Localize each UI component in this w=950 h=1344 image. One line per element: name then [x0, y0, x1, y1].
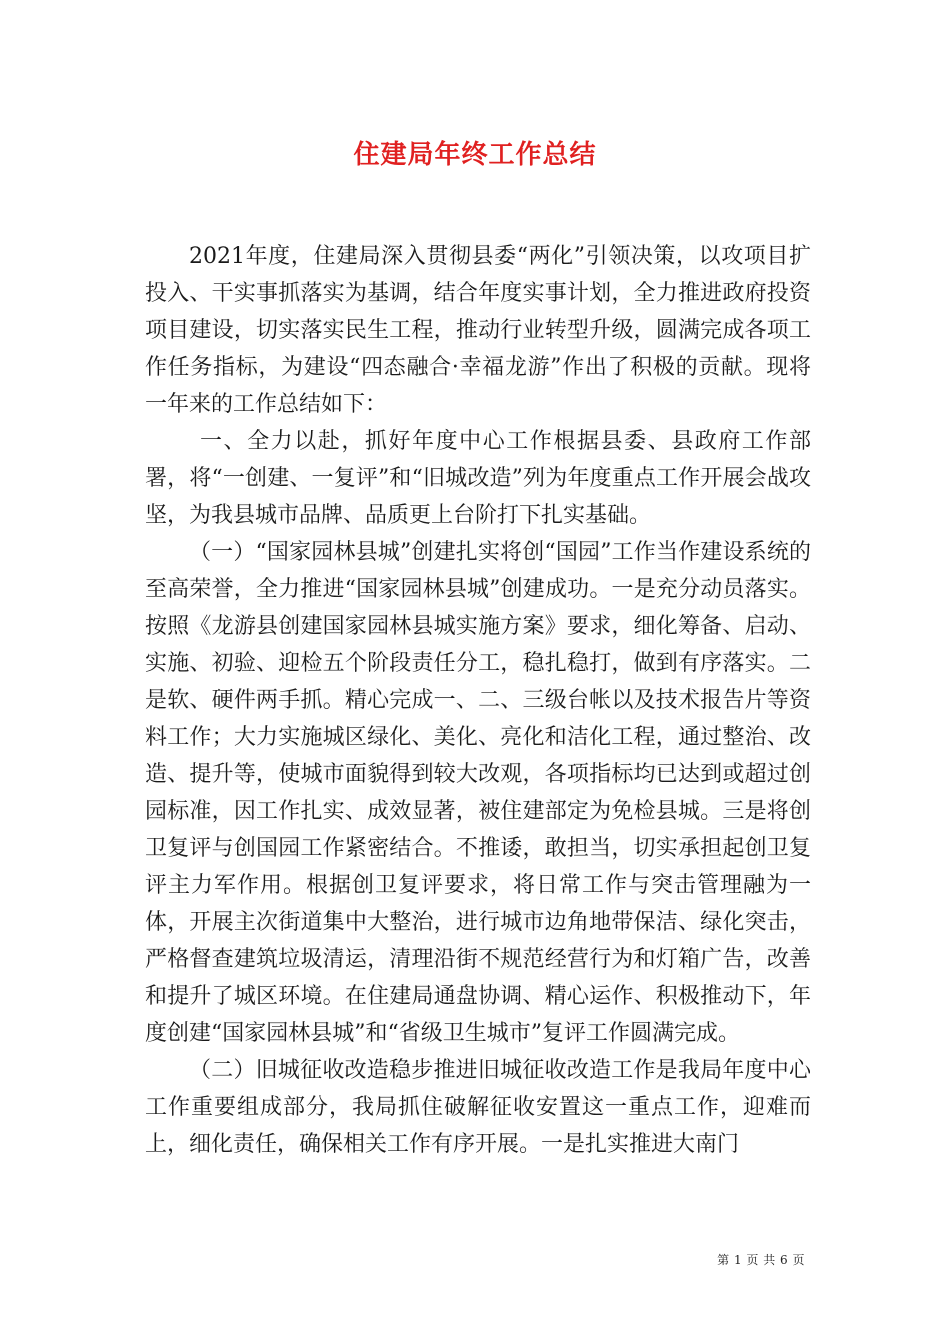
paragraph-subsection-one: （一）“国家园林县城”创建扎实将创“国园”工作当作建设系统的至高荣誉，全力推进“国家园林县城”创建成功。一是充分动员落实。按照《龙游县创建国家园林县城实施方案》要求，细化筹备、启动、实施、初验、迎检五个阶段责任分工，稳扎稳打，做到有序落实。二是软、硬件两手抓。精心完成一、二、三级台帐以及技术报告片等资料工作；大力实施城区绿化、美化、亮化和洁化工程，通过整治、改造、提升等，使城市面貌得到较大改观，各项指标均已达到或超过创园标准，因工作扎实、成效显著，被住建部定为免检县城。三是将创卫复评与创国园工作紧密结合。不推诿，敢担当，切实承担起创卫复评主力军作用。根据创卫复评要求，将日常工作与突击管理融为一体，开展主次街道集中大整治，进行城市边角地带保洁、绿化突击，严格督查建筑垃圾清运，清理沿街不规范经营行为和灯箱广告，改善和提升了城区环境。在住建局通盘协调、精心运作、积极推动下，年度创建“国家园林县城”和“省级卫生城市”复评工作圆满完成。: [145, 540, 811, 1046]
document-body: [145, 238, 811, 1163]
page-number-footer: 第 1 页 共 6 页: [717, 1253, 805, 1267]
paragraph-intro: 2021年度，住建局深入贯彻县委“两化”引领决策，以攻项目扩投入、干实事抓落实为基调，结合年度实事计划，全力推进政府投资项目建设，切实落实民生工程，推动行业转型升级，圆满完成各项工作任务指标，为建设“四态融合·幸福龙游”作出了积极的贡献。现将一年来的工作总结如下：: [145, 244, 811, 417]
paragraph-subsection-two: （二）旧城征收改造稳步推进旧城征收改造工作是我局年度中心工作重要组成部分，我局抓住破解征收安置这一重点工作，迎难而上，细化责任，确保相关工作有序开展。一是扎实推进大南门: [145, 1058, 811, 1157]
document-title: 住建局年终工作总结: [353, 140, 597, 170]
paragraph-section-one: 一、全力以赴，抓好年度中心工作根据县委、县政府工作部署，将“一创建、一复评”和“旧城改造”列为年度重点工作开展会战攻坚，为我县城市品牌、品质更上台阶打下扎实基础。: [145, 429, 811, 528]
